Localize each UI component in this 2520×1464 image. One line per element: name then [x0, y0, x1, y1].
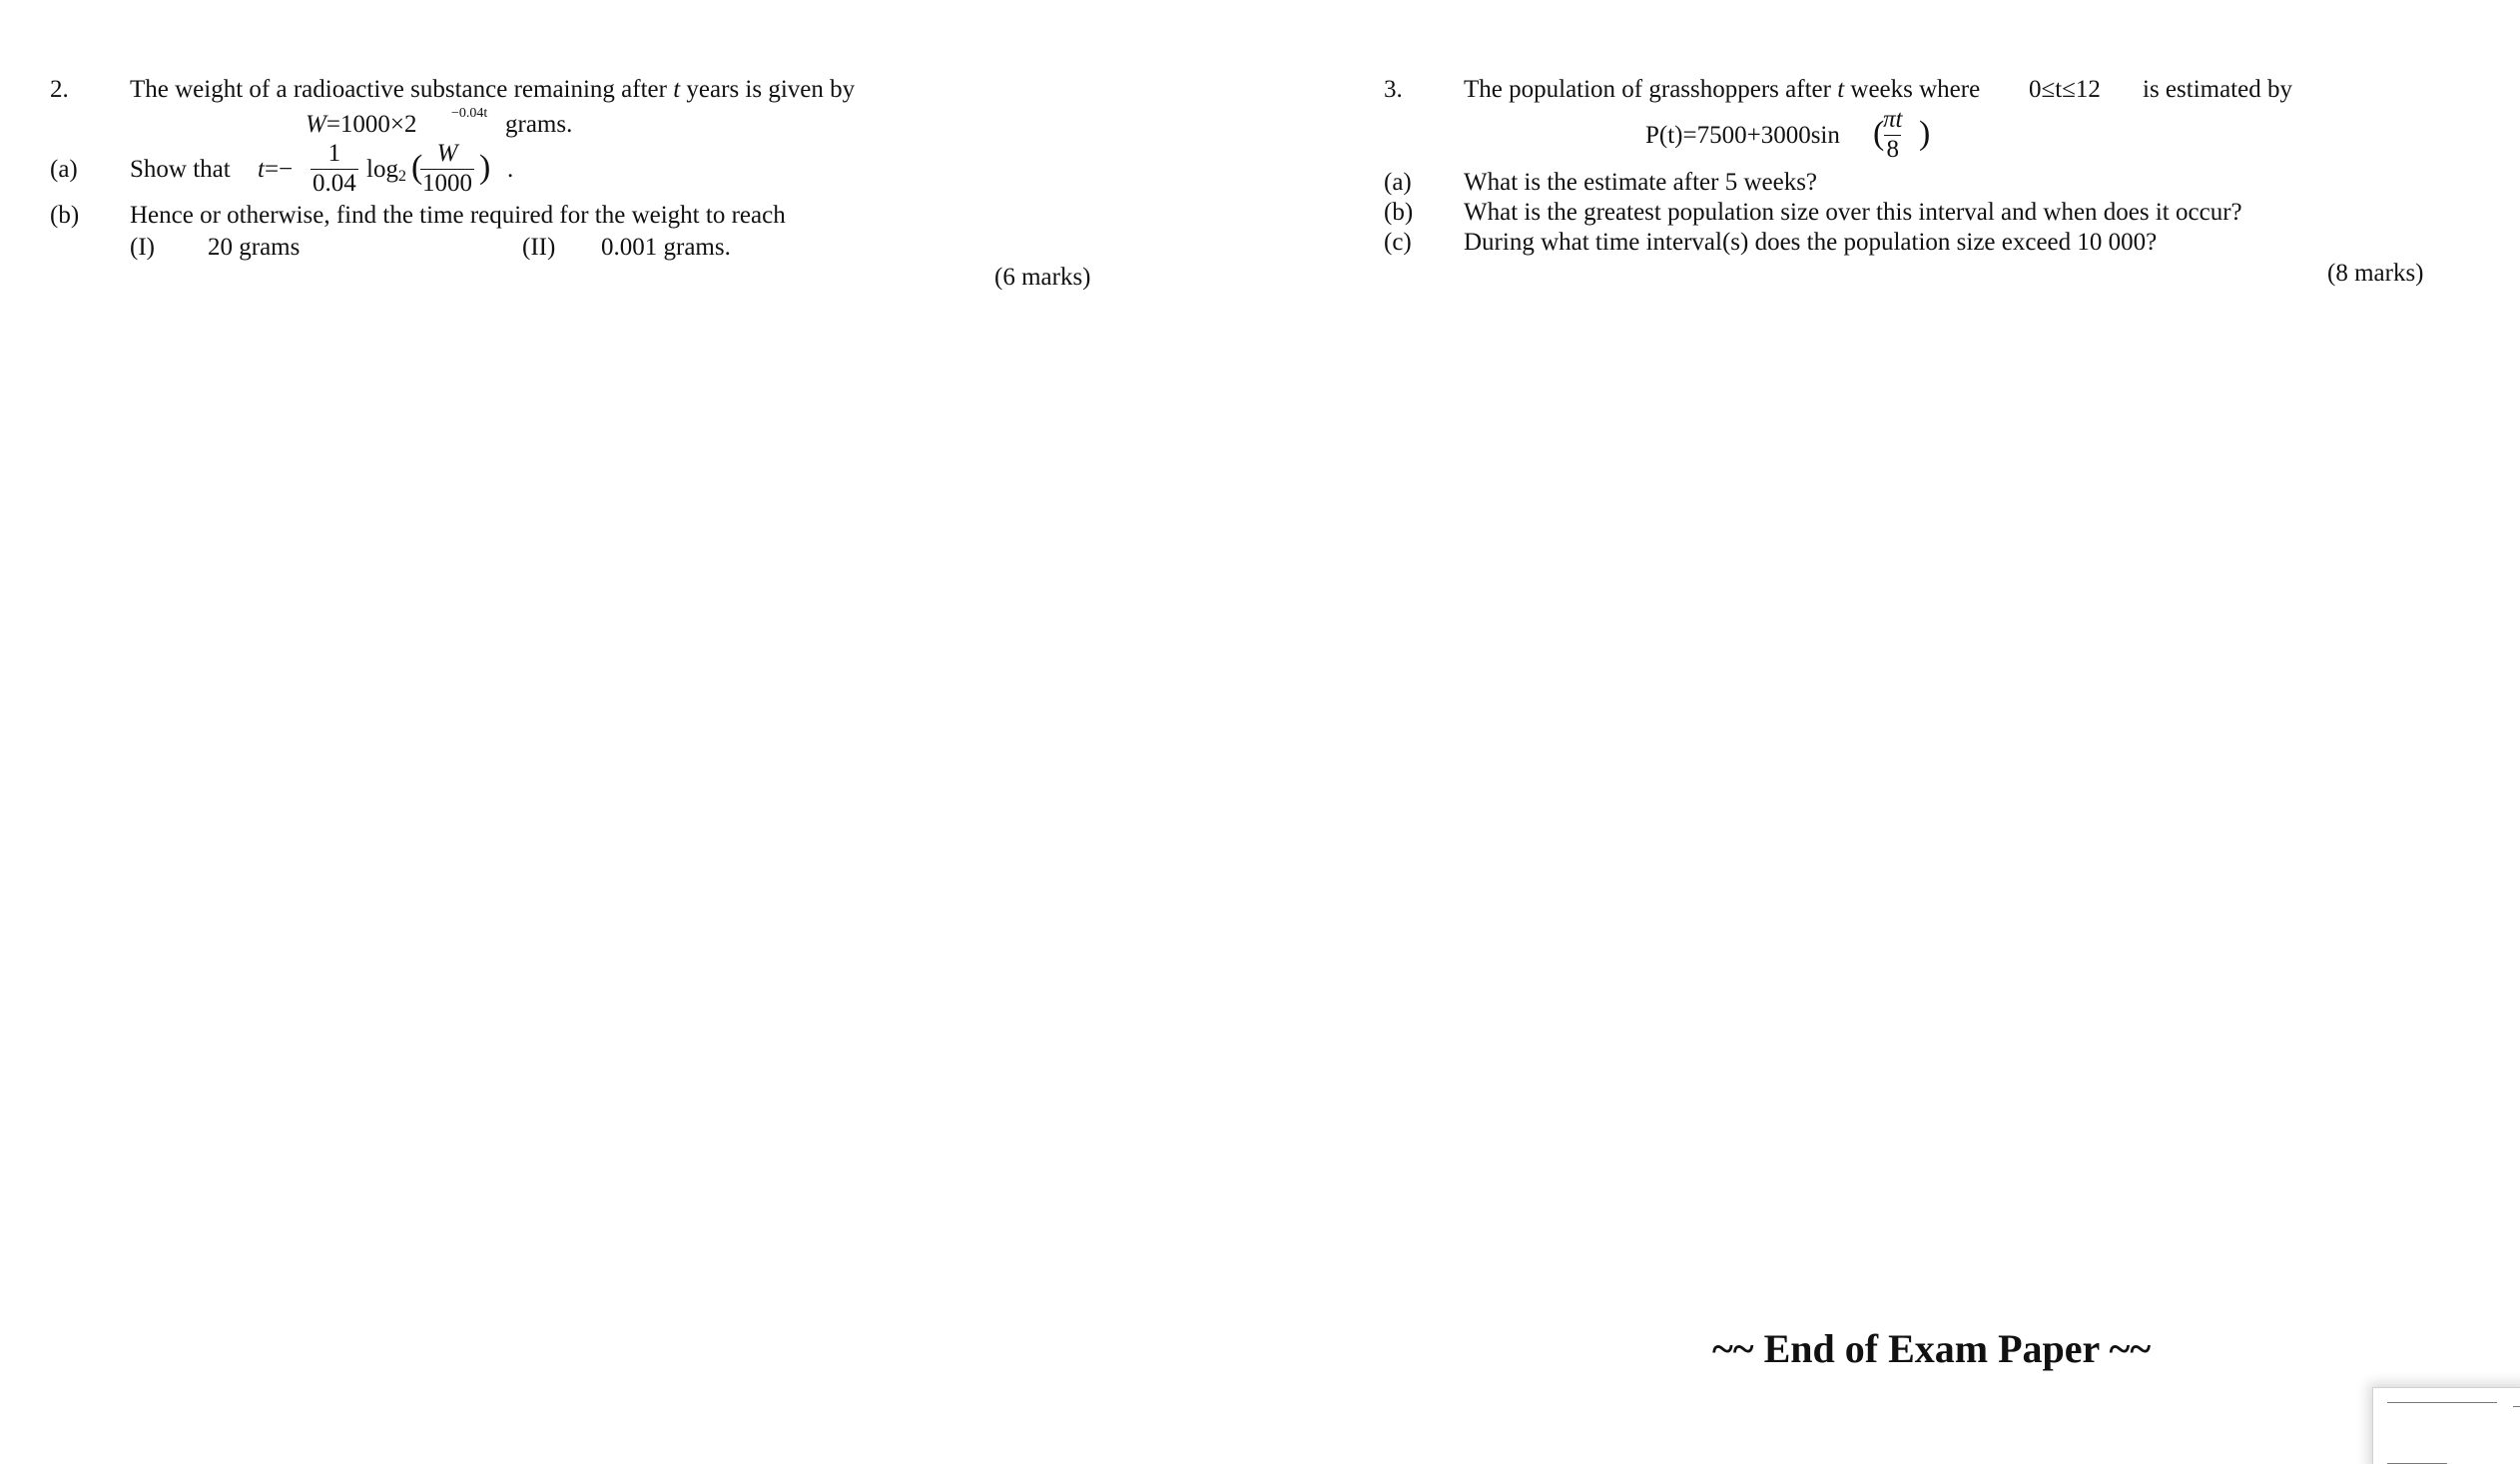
weight-formula: W=1000×2 [306, 111, 417, 138]
page-thumbnail[interactable] [2372, 1387, 2520, 1464]
close-paren: ) [479, 149, 491, 186]
end-of-exam-banner: ~~ End of Exam Paper ~~ [1712, 1326, 2152, 1371]
fraction-pi-t-over-8: $\frac{\pi t}{8}$ [1883, 106, 1903, 163]
part-a-label: (a) [50, 156, 78, 183]
population-formula: P(t)=7500+3000sin [1645, 122, 1840, 149]
time-range: 0≤t≤12 [2029, 76, 2101, 103]
part-b-label: (b) [1384, 199, 1414, 226]
part-c-text: During what time interval(s) does the population size exceed 10 000? [1464, 229, 2158, 256]
part-b-label: (b) [50, 202, 80, 229]
thumbnail-line [2387, 1402, 2497, 1403]
question-number: 3. [1384, 76, 1403, 103]
part-b-ii-label: (II) [522, 234, 556, 261]
fraction-w-over-1000: $\frac{W}{1000}$ [422, 140, 472, 197]
part-a-end: . [507, 156, 514, 183]
question-stem: The population of grasshoppers after t weeks where [1464, 76, 1981, 103]
part-a-lhs: t=− [258, 156, 294, 183]
part-b-i-value: 20 grams [208, 234, 301, 261]
question-stem-end: is estimated by [2143, 76, 2292, 103]
fraction-one-over-rate: $\frac{1}{0.04}$ [313, 140, 356, 197]
formula-exponent: −0.04t [451, 106, 488, 121]
part-b-i-label: (I) [130, 234, 155, 261]
open-paren: ( [411, 149, 423, 186]
part-a-text: What is the estimate after 5 weeks? [1464, 169, 1818, 196]
thumbnail-line [2513, 1406, 2520, 1407]
part-b-text: What is the greatest population size over this interval and when does it occur? [1464, 199, 2242, 226]
question-number: 2. [50, 76, 69, 103]
formula-unit: grams. [505, 111, 573, 138]
part-c-label: (c) [1384, 229, 1412, 256]
marks: (6 marks) [994, 264, 1091, 291]
marks: (8 marks) [2327, 260, 2424, 287]
question-stem: The weight of a radioactive substance remaining after t years is given by [130, 76, 856, 103]
close-paren: ) [1919, 115, 1931, 152]
open-paren: ( [1873, 115, 1885, 152]
part-a-label: (a) [1384, 169, 1412, 196]
part-b-text: Hence or otherwise, find the time required for the weight to reach [130, 202, 786, 229]
part-b-ii-value: 0.001 grams. [601, 234, 731, 261]
part-a-text: Show that [130, 156, 231, 183]
log-base-two: $\log_2$ [366, 156, 406, 185]
